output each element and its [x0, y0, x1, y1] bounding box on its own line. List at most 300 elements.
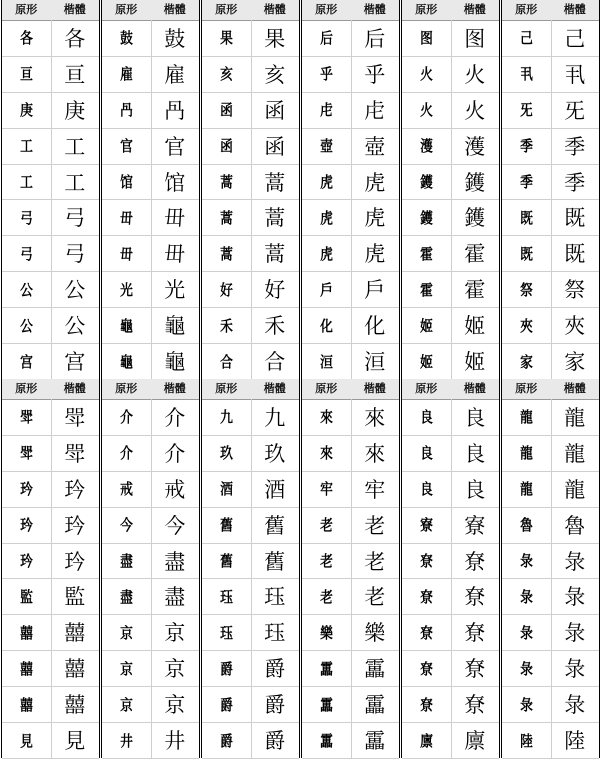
original-form-glyph: 霍	[419, 280, 433, 299]
regular-script-cell	[151, 614, 200, 650]
original-form-cell	[102, 128, 151, 164]
regular-script-cell	[351, 686, 400, 722]
table-header	[202, 379, 299, 400]
regular-script-char: 老	[364, 513, 386, 538]
regular-script-cell	[151, 507, 200, 543]
regular-script-cell	[451, 543, 500, 579]
table-row	[402, 56, 499, 93]
table-row	[102, 614, 199, 651]
original-form-glyph: 火	[419, 65, 433, 84]
table-row	[302, 200, 399, 237]
original-form-cell	[102, 471, 151, 507]
regular-script-char: 見	[64, 729, 86, 754]
regular-script-cell	[251, 399, 300, 435]
regular-script-cell	[51, 20, 100, 56]
original-form-glyph: 彔	[519, 695, 533, 714]
original-form-glyph: 蒿	[219, 244, 233, 263]
regular-script-cell	[451, 650, 500, 686]
regular-script-cell	[51, 435, 100, 471]
regular-script-cell	[551, 686, 600, 722]
regular-script-cell	[351, 20, 400, 56]
table-row	[2, 686, 99, 723]
regular-script-char: 龍	[564, 405, 586, 430]
table-row	[202, 164, 299, 201]
regular-script-char: 季	[564, 134, 586, 159]
regular-script-char: 斝	[64, 441, 86, 466]
table-row	[402, 271, 499, 308]
table-row	[402, 235, 499, 272]
table-header	[2, 0, 99, 21]
regular-script-char: 牢	[364, 477, 386, 502]
table-header	[502, 0, 599, 21]
original-form-glyph: 斝	[19, 408, 33, 427]
original-form-glyph: 祭	[519, 280, 533, 299]
original-form-cell	[302, 722, 351, 758]
regular-script-char: 虍	[364, 98, 386, 123]
regular-script-char: 介	[164, 441, 186, 466]
original-form-glyph: 來	[319, 408, 333, 427]
original-form-glyph: 函	[219, 101, 233, 120]
original-form-glyph: 玖	[219, 444, 233, 463]
original-form-glyph: 虍	[319, 101, 333, 120]
table-row	[402, 307, 499, 344]
regular-script-cell	[351, 507, 400, 543]
original-form-glyph: 爵	[219, 659, 233, 678]
original-form-cell	[402, 435, 451, 471]
original-form-glyph: 尞	[419, 623, 433, 642]
table-row	[102, 307, 199, 344]
regular-script-cell	[151, 235, 200, 271]
regular-script-cell	[251, 722, 300, 758]
table-row	[502, 650, 599, 687]
regular-script-cell	[51, 686, 100, 722]
regular-script-char: 尞	[464, 585, 486, 610]
header-regular: 楷體	[163, 3, 186, 16]
regular-script-char: 龜	[164, 314, 186, 339]
regular-script-cell	[251, 128, 300, 164]
regular-script-char: 季	[564, 170, 586, 195]
original-form-glyph: 監	[19, 587, 33, 606]
original-form-glyph: 既	[519, 244, 533, 263]
regular-script-char: 來	[364, 441, 386, 466]
original-form-cell	[302, 343, 351, 379]
table-row	[302, 686, 399, 723]
regular-script-char: 盡	[164, 549, 186, 574]
original-form-glyph: 彔	[519, 623, 533, 642]
original-form-cell	[102, 271, 151, 307]
regular-script-cell	[51, 579, 100, 615]
original-form-cell	[2, 92, 51, 128]
original-form-cell	[202, 507, 251, 543]
regular-script-cell	[151, 20, 200, 56]
regular-script-cell	[151, 650, 200, 686]
regular-script-cell	[451, 722, 500, 758]
table-header	[402, 0, 499, 21]
original-form-glyph: 冎	[119, 101, 133, 120]
regular-script-char: 廪	[464, 729, 486, 754]
table-row	[302, 164, 399, 201]
original-form-cell	[202, 20, 251, 56]
regular-script-cell	[551, 579, 600, 615]
original-form-cell	[102, 399, 151, 435]
original-form-cell	[502, 543, 551, 579]
original-form-cell	[202, 164, 251, 200]
original-form-glyph: 囍	[19, 623, 33, 642]
original-form-cell	[502, 722, 551, 758]
regular-script-cell	[151, 271, 200, 307]
regular-script-cell	[251, 307, 300, 343]
regular-script-cell	[351, 307, 400, 343]
table-row	[2, 271, 99, 308]
original-form-glyph: 舊	[219, 552, 233, 571]
regular-script-char: 京	[164, 693, 186, 718]
regular-script-char: 夾	[564, 314, 586, 339]
original-form-cell	[502, 435, 551, 471]
regular-script-char: 毌	[164, 206, 186, 231]
regular-script-char: 尞	[464, 621, 486, 646]
regular-script-cell	[151, 307, 200, 343]
table-row	[202, 235, 299, 272]
original-form-cell	[2, 307, 51, 343]
original-form-cell	[102, 307, 151, 343]
original-form-cell	[2, 271, 51, 307]
regular-script-cell	[551, 543, 600, 579]
regular-script-char: 尞	[464, 657, 486, 682]
original-form-glyph: 盡	[119, 552, 133, 571]
table-row	[202, 128, 299, 165]
table-row	[202, 399, 299, 436]
regular-script-char: 虎	[364, 242, 386, 267]
table-row	[202, 471, 299, 508]
original-form-cell	[2, 579, 51, 615]
original-form-cell	[502, 20, 551, 56]
original-form-cell	[202, 543, 251, 579]
original-form-glyph: 京	[119, 623, 133, 642]
regular-script-cell	[551, 271, 600, 307]
original-form-cell	[302, 128, 351, 164]
regular-script-cell	[151, 164, 200, 200]
regular-script-cell	[51, 128, 100, 164]
original-form-glyph: 壺	[319, 137, 333, 156]
table-row	[102, 20, 199, 57]
table-block	[1, 379, 100, 758]
regular-script-cell	[251, 271, 300, 307]
original-form-cell	[302, 435, 351, 471]
table-row	[402, 399, 499, 436]
original-form-cell	[302, 307, 351, 343]
table-row	[502, 614, 599, 651]
original-form-cell	[2, 650, 51, 686]
original-form-cell	[202, 307, 251, 343]
table-row	[402, 200, 499, 237]
original-form-glyph: 來	[319, 444, 333, 463]
regular-script-cell	[151, 343, 200, 379]
regular-script-cell	[351, 343, 400, 379]
regular-script-char: 彔	[564, 585, 586, 610]
table-row	[402, 343, 499, 380]
original-form-cell	[402, 614, 451, 650]
table-row	[2, 722, 99, 759]
regular-script-cell	[51, 722, 100, 758]
original-form-cell	[402, 92, 451, 128]
original-form-cell	[502, 650, 551, 686]
original-form-glyph: 尞	[419, 587, 433, 606]
table-row	[202, 56, 299, 93]
regular-script-char: 囍	[64, 693, 86, 718]
table-row	[102, 435, 199, 472]
table-block	[401, 0, 500, 379]
original-form-glyph: 陸	[519, 731, 533, 750]
regular-script-char: 既	[564, 242, 586, 267]
regular-script-cell	[251, 435, 300, 471]
regular-script-char: 舊	[264, 549, 286, 574]
original-form-cell	[502, 200, 551, 236]
header-regular: 楷體	[463, 3, 486, 16]
table-row	[402, 92, 499, 129]
original-form-cell	[502, 128, 551, 164]
original-form-glyph: 毌	[119, 244, 133, 263]
original-form-cell	[402, 200, 451, 236]
regular-script-cell	[551, 722, 600, 758]
original-form-glyph: 合	[219, 352, 233, 371]
regular-script-char: 亘	[64, 62, 86, 87]
regular-script-char: 斝	[64, 405, 86, 430]
original-form-cell	[402, 650, 451, 686]
table-row	[102, 271, 199, 308]
table-row	[502, 686, 599, 723]
table-row	[502, 399, 599, 436]
original-form-glyph: 珏	[219, 587, 233, 606]
original-form-glyph: 庚	[19, 101, 33, 120]
original-form-cell	[302, 20, 351, 56]
regular-script-char: 工	[64, 170, 86, 195]
table-row	[302, 471, 399, 508]
regular-script-cell	[551, 56, 600, 92]
original-form-cell	[2, 128, 51, 164]
regular-script-cell	[251, 686, 300, 722]
regular-script-cell	[551, 20, 600, 56]
regular-script-cell	[51, 200, 100, 236]
regular-script-char: 后	[364, 26, 386, 51]
regular-script-char: 鑊	[464, 170, 486, 195]
original-form-glyph: 弓	[19, 244, 33, 263]
original-form-cell	[502, 399, 551, 435]
table-row	[302, 235, 399, 272]
original-form-glyph: 姬	[419, 316, 433, 335]
regular-script-char: 彔	[564, 621, 586, 646]
regular-script-cell	[251, 579, 300, 615]
table-row	[102, 92, 199, 129]
table-row	[502, 343, 599, 380]
original-form-glyph: 宫	[19, 352, 33, 371]
original-form-glyph: 靁	[319, 731, 333, 750]
table-row	[202, 507, 299, 544]
table-block	[301, 0, 400, 379]
original-form-cell	[102, 56, 151, 92]
table-row	[402, 471, 499, 508]
original-form-glyph: 好	[219, 280, 233, 299]
original-form-cell	[202, 271, 251, 307]
table-row	[302, 307, 399, 344]
table-row	[302, 343, 399, 380]
original-form-cell	[102, 614, 151, 650]
original-form-glyph: 老	[319, 552, 333, 571]
original-form-glyph: 弓	[19, 208, 33, 227]
original-form-glyph: 京	[119, 695, 133, 714]
original-form-glyph: 蒿	[219, 208, 233, 227]
regular-script-char: 京	[164, 621, 186, 646]
regular-script-cell	[251, 650, 300, 686]
original-form-glyph: 靁	[319, 659, 333, 678]
original-form-glyph: 見	[19, 731, 33, 750]
regular-script-cell	[551, 235, 600, 271]
regular-script-cell	[551, 92, 600, 128]
original-form-cell	[2, 399, 51, 435]
regular-script-cell	[551, 128, 600, 164]
regular-script-cell	[451, 343, 500, 379]
original-form-glyph: 夾	[519, 316, 533, 335]
original-form-glyph: 丮	[519, 65, 533, 84]
regular-script-cell	[51, 507, 100, 543]
regular-script-cell	[551, 343, 600, 379]
table-row	[302, 399, 399, 436]
header-original: 原形	[315, 3, 338, 16]
table-row	[302, 56, 399, 93]
original-form-glyph: 亥	[219, 65, 233, 84]
table-row	[102, 579, 199, 616]
original-form-glyph: 图	[419, 29, 433, 48]
table-row	[2, 200, 99, 237]
table-row	[502, 471, 599, 508]
header-original: 原形	[215, 3, 238, 16]
table-row	[302, 507, 399, 544]
table-row	[202, 722, 299, 759]
table-row	[202, 435, 299, 472]
original-form-glyph: 虎	[319, 173, 333, 192]
regular-script-char: 爵	[264, 693, 286, 718]
header-original: 原形	[515, 3, 538, 16]
regular-script-char: 火	[464, 62, 486, 87]
original-form-cell	[202, 579, 251, 615]
original-form-glyph: 龜	[119, 316, 133, 335]
original-form-cell	[2, 56, 51, 92]
regular-script-cell	[451, 435, 500, 471]
table-row	[102, 507, 199, 544]
table-row	[2, 235, 99, 272]
regular-script-char: 囍	[64, 621, 86, 646]
original-form-cell	[2, 614, 51, 650]
regular-script-cell	[351, 56, 400, 92]
regular-script-cell	[451, 200, 500, 236]
original-form-glyph: 己	[519, 29, 533, 48]
regular-script-char: 寮	[464, 513, 486, 538]
table-row	[302, 435, 399, 472]
original-form-glyph: 牢	[319, 480, 333, 499]
table-row	[402, 507, 499, 544]
original-form-glyph: 玪	[19, 552, 33, 571]
table-header	[302, 0, 399, 21]
original-form-cell	[102, 579, 151, 615]
regular-script-cell	[251, 92, 300, 128]
regular-script-char: 介	[164, 405, 186, 430]
original-form-glyph: 酒	[219, 480, 233, 499]
original-form-glyph: 虎	[319, 244, 333, 263]
regular-script-char: 洹	[364, 350, 386, 375]
regular-script-char: 宫	[64, 350, 86, 375]
regular-script-char: 虎	[364, 206, 386, 231]
table-row	[2, 343, 99, 380]
regular-script-char: 霍	[464, 242, 486, 267]
header-regular: 楷體	[363, 3, 386, 16]
regular-script-cell	[551, 399, 600, 435]
regular-script-char: 好	[264, 278, 286, 303]
regular-script-char: 果	[264, 26, 286, 51]
table-row	[302, 579, 399, 616]
header-original: 原形	[15, 382, 38, 395]
original-form-glyph: 尞	[419, 659, 433, 678]
table-row	[502, 579, 599, 616]
regular-script-char: 玪	[64, 513, 86, 538]
original-form-glyph: 魯	[519, 516, 533, 535]
header-original: 原形	[415, 382, 438, 395]
original-form-glyph: 雇	[119, 65, 133, 84]
original-form-cell	[102, 650, 151, 686]
regular-script-char: 弓	[64, 206, 86, 231]
table-row	[302, 543, 399, 580]
original-form-glyph: 禾	[219, 316, 233, 335]
regular-script-char: 雇	[164, 62, 186, 87]
original-form-cell	[102, 200, 151, 236]
regular-script-cell	[351, 399, 400, 435]
regular-script-cell	[351, 471, 400, 507]
regular-script-char: 珏	[264, 621, 286, 646]
table-row	[302, 92, 399, 129]
table-row	[402, 614, 499, 651]
regular-script-cell	[451, 471, 500, 507]
original-form-glyph: 官	[119, 137, 133, 156]
table-row	[502, 235, 599, 272]
original-form-glyph: 公	[19, 316, 33, 335]
header-regular: 楷體	[263, 3, 286, 16]
table-row	[2, 579, 99, 616]
original-form-cell	[302, 686, 351, 722]
regular-script-char: 陸	[564, 729, 586, 754]
table-row	[502, 128, 599, 165]
table-row	[502, 507, 599, 544]
regular-script-char: 彔	[564, 549, 586, 574]
original-form-glyph: 井	[119, 731, 133, 750]
original-form-cell	[2, 507, 51, 543]
regular-script-char: 官	[164, 134, 186, 159]
regular-script-char: 樂	[364, 621, 386, 646]
original-form-cell	[402, 722, 451, 758]
regular-script-cell	[351, 722, 400, 758]
regular-script-char: 虎	[364, 170, 386, 195]
original-form-cell	[402, 579, 451, 615]
regular-script-char: 姬	[464, 314, 486, 339]
original-form-cell	[202, 128, 251, 164]
regular-script-char: 爵	[264, 657, 286, 682]
header-original: 原形	[115, 3, 138, 16]
table-row	[502, 435, 599, 472]
regular-script-cell	[551, 650, 600, 686]
regular-script-char: 合	[264, 350, 286, 375]
header-regular: 楷體	[563, 3, 586, 16]
table-header	[302, 379, 399, 400]
regular-script-cell	[151, 471, 200, 507]
regular-script-cell	[51, 471, 100, 507]
table-row	[2, 650, 99, 687]
